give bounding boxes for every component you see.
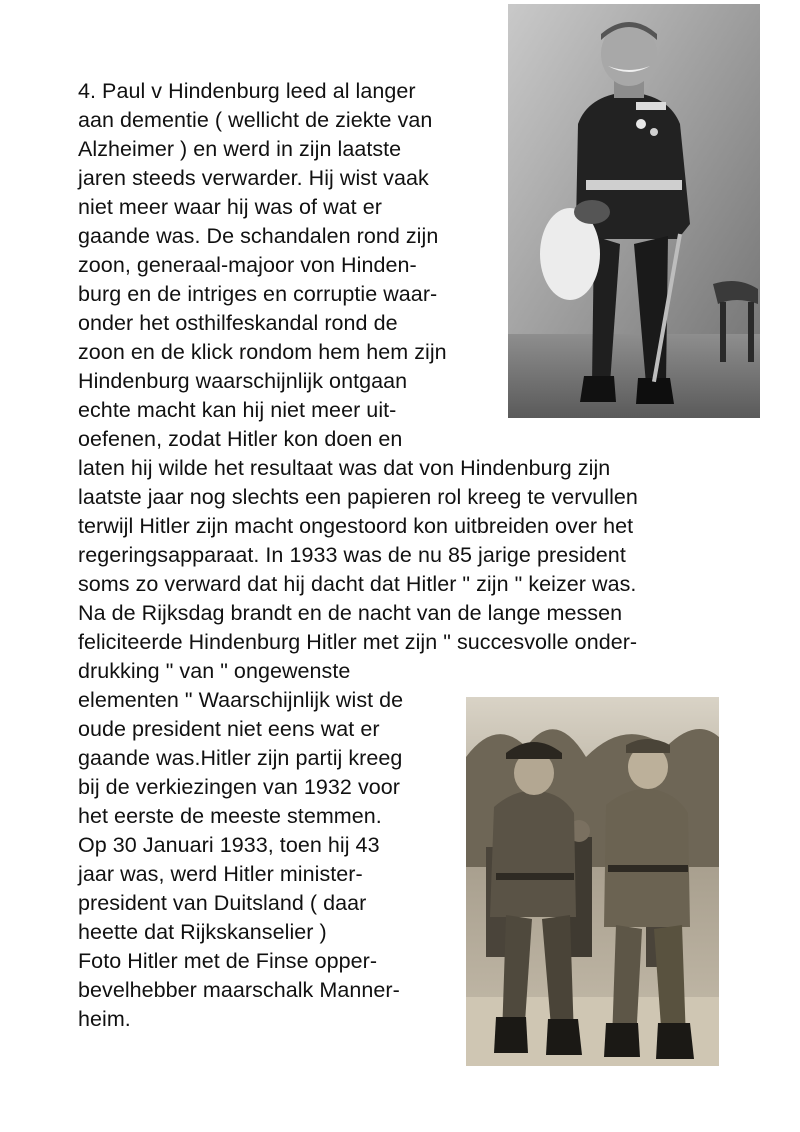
text-line: het eerste de meeste stemmen.: [78, 804, 382, 828]
text-line: terwijl Hitler zijn macht ongestoord kon uitbreiden over het: [78, 514, 634, 538]
text-line: echte macht kan hij niet meer uit-: [78, 398, 397, 422]
text-line: laten hij wilde het resultaat was dat von Hindenburg zijn: [78, 456, 611, 480]
hindenburg-portrait-photo: [508, 4, 760, 418]
text-line: zoon en de klick rondom hem hem zijn: [78, 340, 447, 364]
text-line: Hindenburg waarschijnlijk ontgaan: [78, 369, 408, 393]
text-line: bij de verkiezingen van 1932 voor: [78, 775, 400, 799]
text-line: bevelhebber maarschalk Manner-: [78, 978, 400, 1002]
text-line: oefenen, zodat Hitler kon doen en: [78, 427, 403, 451]
text-line: 4. Paul v Hindenburg leed al langer: [78, 79, 416, 103]
text-line: oude president niet eens wat er: [78, 717, 380, 741]
text-line: niet meer waar hij was of wat er: [78, 195, 382, 219]
text-line: drukking " van " ongewenste: [78, 659, 351, 683]
text-line: Na de Rijksdag brandt en de nacht van de lange messen: [78, 601, 623, 625]
text-line: laatste jaar nog slechts een papieren rol kreeg te vervullen: [78, 485, 638, 509]
text-line: president van Duitsland ( daar: [78, 891, 367, 915]
hitler-mannerheim-photo: [466, 697, 719, 1066]
text-line: Op 30 Januari 1933, toen hij 43: [78, 833, 380, 857]
text-line: zoon, generaal-majoor von Hinden-: [78, 253, 417, 277]
text-line: burg en de intriges en corruptie waar-: [78, 282, 438, 306]
text-line: heim.: [78, 1007, 131, 1031]
text-line: gaande was.Hitler zijn partij kreeg: [78, 746, 403, 770]
text-line: soms zo verward dat hij dacht dat Hitler " zijn " keizer was.: [78, 572, 637, 596]
text-line: aan dementie ( wellicht de ziekte van: [78, 108, 433, 132]
text-line: Foto Hitler met de Finse opper-: [78, 949, 378, 973]
text-line: regeringsapparaat. In 1933 was de nu 85 jarige president: [78, 543, 626, 567]
text-line: onder het osthilfeskandal rond de: [78, 311, 398, 335]
text-line: Alzheimer ) en werd in zijn laatste: [78, 137, 402, 161]
text-line: jaar was, werd Hitler minister-: [78, 862, 363, 886]
text-line: feliciteerde Hindenburg Hitler met zijn " succesvolle onder-: [78, 630, 638, 654]
text-line: gaande was. De schandalen rond zijn: [78, 224, 439, 248]
text-line: heette dat Rijkskanselier ): [78, 920, 327, 944]
text-line: elementen " Waarschijnlijk wist de: [78, 688, 404, 712]
text-line: jaren steeds verwarder. Hij wist vaak: [78, 166, 429, 190]
